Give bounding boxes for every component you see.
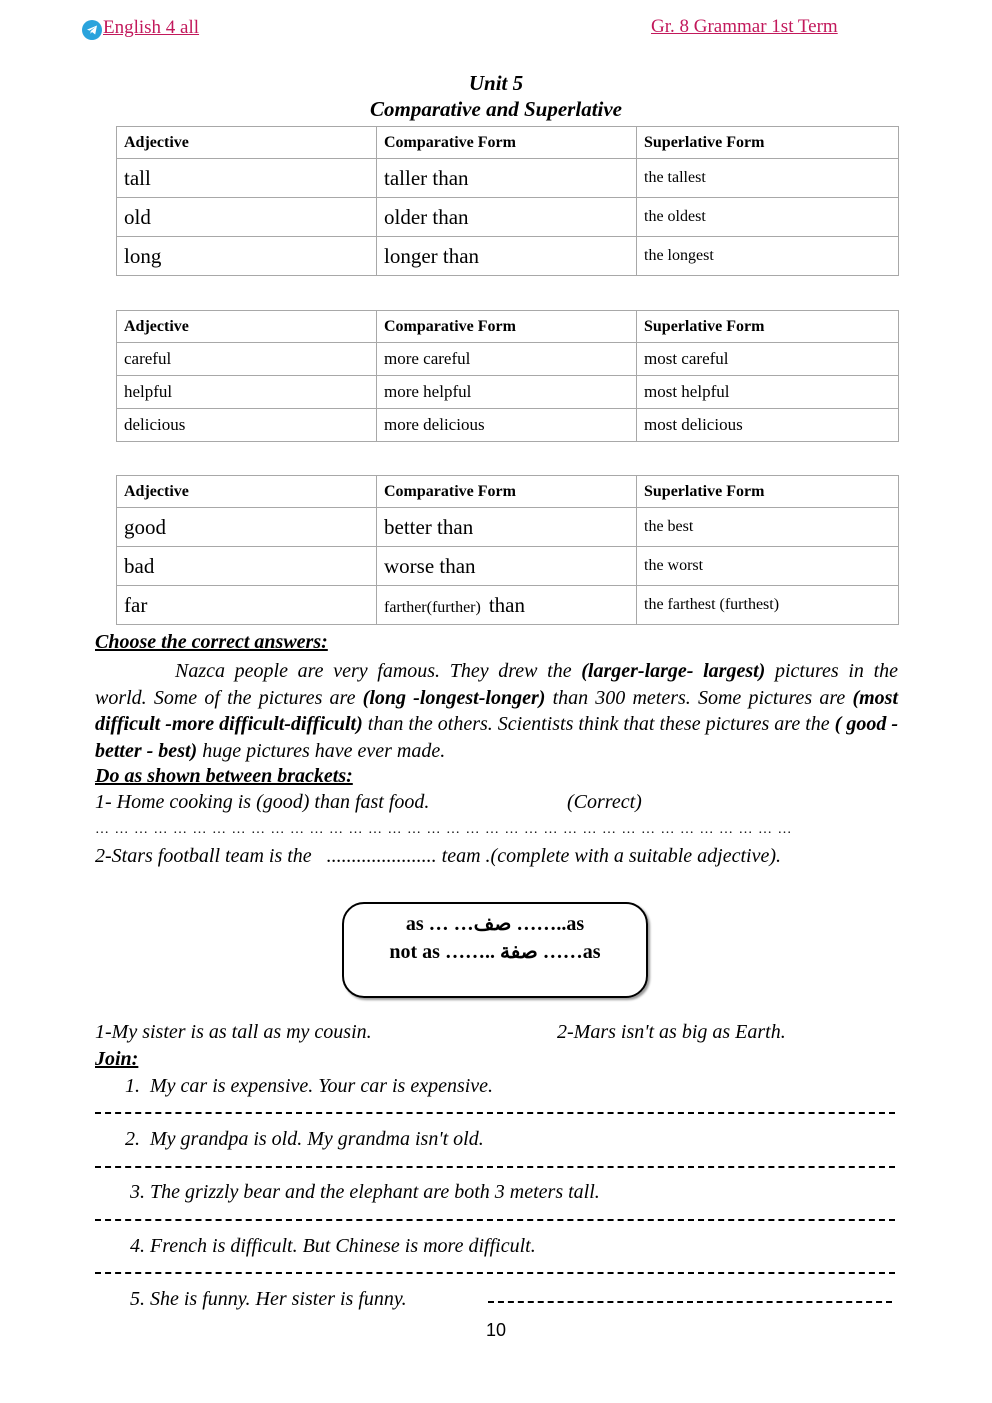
adjective-table-short xyxy=(116,126,899,276)
table-row xyxy=(117,376,899,409)
answer-line[interactable] xyxy=(95,1272,895,1274)
cell-adjective: delicious xyxy=(117,409,377,442)
table-row xyxy=(117,343,899,376)
join-item: 2. My grandpa is old. My grandma isn't old. xyxy=(125,1128,484,1150)
choice-options[interactable]: (long -longest-longer) xyxy=(362,686,546,709)
as-as-rule-box xyxy=(342,902,648,998)
rule-negative: not as …….. صفة ……as xyxy=(389,941,601,963)
far-comparative: farther(further) xyxy=(384,598,481,616)
question-1: 1- Home cooking is (good) than fast food. xyxy=(95,791,430,813)
choice-options[interactable]: ( good - better - best) xyxy=(95,713,898,762)
header-comparative: Comparative Form xyxy=(377,311,637,343)
grade-term-link[interactable]: Gr. 8 Grammar 1st Term xyxy=(651,16,838,37)
cell-comparative: worse than xyxy=(377,547,637,586)
cell-superlative: most helpful xyxy=(637,376,899,409)
adjective-table-long xyxy=(116,310,899,442)
cell-adjective: tall xyxy=(117,159,377,198)
cell-comparative: taller than xyxy=(377,159,637,198)
table-row xyxy=(117,409,899,442)
cell-comparative: more delicious xyxy=(377,409,637,442)
choose-heading: Choose the correct answers: xyxy=(95,631,328,653)
page-number: 10 xyxy=(485,1320,507,1340)
cell-adjective: helpful xyxy=(117,376,377,409)
cell-adjective: careful xyxy=(117,343,377,376)
join-item: 4. French is difficult. But Chinese is more difficult. xyxy=(130,1235,536,1257)
telegram-icon[interactable] xyxy=(82,20,102,40)
cell-superlative: most careful xyxy=(637,343,899,376)
cell-superlative: most delicious xyxy=(637,409,899,442)
cell-comparative: better than xyxy=(377,508,637,547)
question-1-instruction: (Correct) xyxy=(567,791,642,813)
join-item: 5. She is funny. Her sister is funny. xyxy=(130,1288,407,1310)
far-than: than xyxy=(488,592,525,617)
answer-line[interactable] xyxy=(95,1112,895,1114)
cell-adjective: far xyxy=(117,586,377,625)
cell-comparative: more careful xyxy=(377,343,637,376)
join-item: 1. My car is expensive. Your car is expensive. xyxy=(125,1075,494,1097)
header-comparative: Comparative Form xyxy=(377,127,637,159)
unit-subtitle: Comparative and Superlative xyxy=(370,97,622,121)
table-row xyxy=(117,159,899,198)
join-item: 3. The grizzly bear and the elephant are both 3 meters tall. xyxy=(130,1181,600,1203)
answer-line[interactable] xyxy=(95,1166,895,1168)
text-segment: Nazca people are very famous. They drew the xyxy=(175,660,582,682)
text-segment: than 300 meters. Some pictures are xyxy=(545,686,853,709)
table-row xyxy=(117,586,899,625)
choose-paragraph xyxy=(95,658,898,764)
header-comparative: Comparative Form xyxy=(377,476,637,508)
example-1: 1-My sister is as tall as my cousin. xyxy=(95,1021,372,1043)
cell-adjective: bad xyxy=(117,547,377,586)
table-row xyxy=(117,508,899,547)
header-superlative: Superlative Form xyxy=(637,311,899,343)
text-segment: pictures in the world. Some of the pictures are xyxy=(95,660,898,709)
text-segment: huge pictures have ever made. xyxy=(197,739,446,762)
table-row xyxy=(117,198,899,237)
cell-comparative: more helpful xyxy=(377,376,637,409)
header-adjective: Adjective xyxy=(117,476,377,508)
cell-adjective: old xyxy=(117,198,377,237)
do-as-heading: Do as shown between brackets: xyxy=(95,765,353,787)
cell-superlative: the best xyxy=(637,508,899,547)
adjective-table-irregular xyxy=(116,475,899,625)
cell-superlative: the tallest xyxy=(637,159,899,198)
unit-title: Unit 5 xyxy=(468,71,524,95)
example-2: 2-Mars isn't as big as Earth. xyxy=(557,1021,786,1043)
english-4-all-link[interactable]: English 4 all xyxy=(103,17,200,38)
answer-line[interactable]: … … … … … … … … … … … … … … … … … … … … … … … … … … … … … … … … … … … … xyxy=(95,822,793,837)
cell-superlative: the worst xyxy=(637,547,899,586)
table-row xyxy=(117,237,899,276)
table-header-row xyxy=(117,127,899,159)
header-left xyxy=(82,16,199,40)
text-segment: than the others. Scientists think that these pictures are the xyxy=(362,713,835,735)
cell-adjective: long xyxy=(117,237,377,276)
header-adjective: Adjective xyxy=(117,311,377,343)
answer-line[interactable] xyxy=(95,1219,895,1221)
question-2: 2-Stars football team is the ...................... team .(complete with a suitable adjective). xyxy=(95,845,782,867)
header-adjective: Adjective xyxy=(117,127,377,159)
cell-comparative: older than xyxy=(377,198,637,237)
cell-superlative: the farthest (furthest) xyxy=(637,586,899,625)
table-header-row xyxy=(117,476,899,508)
table-header-row xyxy=(117,311,899,343)
choice-options[interactable]: (most difficult -more difficult-difficult) xyxy=(95,686,898,735)
cell-comparative: longer than xyxy=(377,237,637,276)
header-right xyxy=(651,16,838,38)
answer-line[interactable] xyxy=(488,1301,892,1303)
cell-superlative: the longest xyxy=(637,237,899,276)
cell-adjective: good xyxy=(117,508,377,547)
rule-positive: as … …صف ……..as xyxy=(405,913,585,935)
choice-options[interactable]: (larger-large- largest) xyxy=(581,660,766,682)
header-superlative: Superlative Form xyxy=(637,476,899,508)
cell-superlative: the oldest xyxy=(637,198,899,237)
header-superlative: Superlative Form xyxy=(637,127,899,159)
table-row xyxy=(117,547,899,586)
join-heading: Join: xyxy=(95,1048,139,1070)
cell-comparative xyxy=(377,586,637,625)
